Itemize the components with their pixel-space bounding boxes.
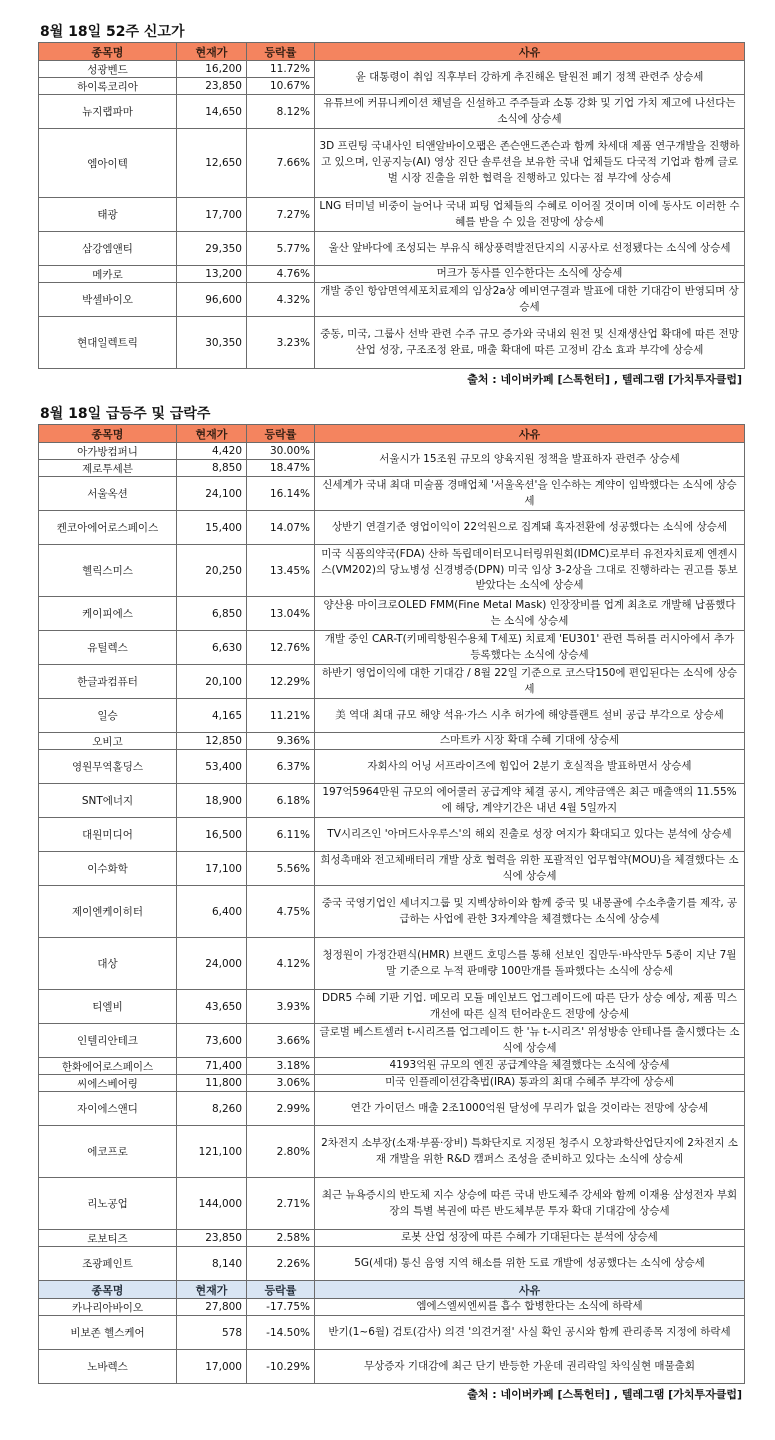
- current-price: 15,400: [177, 511, 247, 545]
- table-row: [39, 443, 745, 460]
- current-price: 4,165: [177, 699, 247, 733]
- current-price: 27,800: [177, 1299, 247, 1316]
- current-price: 6,850: [177, 597, 247, 631]
- current-price: 144,000: [177, 1178, 247, 1230]
- current-price: 20,100: [177, 665, 247, 699]
- reason-text: 197억5964만원 규모의 에어쿨러 공급계약 체결 공시, 계약금액은 최근 매출액의 11.55%에 해당, 계약기간은 내년 4월 5일까지: [315, 784, 745, 818]
- table-row: [39, 317, 745, 369]
- current-price: 23,850: [177, 78, 247, 95]
- current-price: 20,250: [177, 545, 247, 597]
- change-rate: 4.75%: [247, 886, 315, 938]
- stock-name: 케이피에스: [39, 597, 177, 631]
- reason-text: 상반기 연결기준 영업이익이 22억원으로 집계돼 흑자전환에 성공했다는 소식에 상승세: [315, 511, 745, 545]
- table-row: [39, 750, 745, 784]
- change-rate: -14.50%: [247, 1316, 315, 1350]
- current-price: 18,900: [177, 784, 247, 818]
- table-row: [39, 1075, 745, 1092]
- section-52week-high: [38, 22, 744, 391]
- header-reason: 사유: [315, 425, 745, 443]
- stock-name: 엠아이텍: [39, 129, 177, 198]
- change-rate: 6.37%: [247, 750, 315, 784]
- reason-text: LNG 터미널 비중이 늘어나 국내 피팅 업체들의 수혜로 이어질 것이며 이에 동사도 이러한 수혜를 받을 수 있을 전망에 상승세: [315, 198, 745, 232]
- change-rate: 12.76%: [247, 631, 315, 665]
- current-price: 14,650: [177, 95, 247, 129]
- current-price: 12,850: [177, 733, 247, 750]
- stock-name: 메카로: [39, 266, 177, 283]
- table-header-row-down: [39, 1281, 745, 1299]
- current-price: 4,420: [177, 443, 247, 460]
- table-row: [39, 1024, 745, 1058]
- change-rate: 18.47%: [247, 460, 315, 477]
- stock-name: 인텔리안테크: [39, 1024, 177, 1058]
- reason-text: 미국 식품의약국(FDA) 산하 독립데이터모니터링위원회(IDMC)로부터 유전자치료제 엔젠시스(VM202)의 당뇨병성 신경병증(DPN) 미국 임상 3-2상을 그대로 진행하라는 권고를 통보받았다는 소식에 상승세: [315, 545, 745, 597]
- change-rate: 3.06%: [247, 1075, 315, 1092]
- section-surge-plunge: [38, 404, 744, 1406]
- stock-name: 현대일렉트릭: [39, 317, 177, 369]
- current-price: 6,400: [177, 886, 247, 938]
- table-row: [39, 1350, 745, 1384]
- change-rate: 3.23%: [247, 317, 315, 369]
- current-price: 11,800: [177, 1075, 247, 1092]
- stock-name: 일승: [39, 699, 177, 733]
- current-price: 73,600: [177, 1024, 247, 1058]
- surge-table: [38, 424, 745, 1384]
- stock-name: 조광페인트: [39, 1247, 177, 1281]
- change-rate: 11.72%: [247, 61, 315, 78]
- table-row: [39, 511, 745, 545]
- current-price: 8,850: [177, 460, 247, 477]
- table-row: [39, 1126, 745, 1178]
- stock-name: 삼강엠앤티: [39, 232, 177, 266]
- stock-name: 서울옥션: [39, 477, 177, 511]
- table-row: [39, 990, 745, 1024]
- stock-name: 오비고: [39, 733, 177, 750]
- change-rate: 4.76%: [247, 266, 315, 283]
- current-price: 17,000: [177, 1350, 247, 1384]
- header-name: 종목명: [39, 425, 177, 443]
- table-row: [39, 1178, 745, 1230]
- table-row: [39, 1247, 745, 1281]
- reason-text: 무상증자 기대감에 최근 단기 반등한 가운데 권리락일 차익실현 매물출회: [315, 1350, 745, 1384]
- change-rate: 13.04%: [247, 597, 315, 631]
- reason-text: TV시리즈인 '아머드사우루스'의 해외 진출로 성장 여지가 확대되고 있다는 분석에 상승세: [315, 818, 745, 852]
- change-rate: 2.99%: [247, 1092, 315, 1126]
- stock-name: 하이록코리아: [39, 78, 177, 95]
- stock-name: 비보존 헬스케어: [39, 1316, 177, 1350]
- stock-name: 에코프로: [39, 1126, 177, 1178]
- stock-name: 한글과컴퓨터: [39, 665, 177, 699]
- table-row: [39, 129, 745, 198]
- stock-name: 대상: [39, 938, 177, 990]
- current-price: 30,350: [177, 317, 247, 369]
- change-rate: 12.29%: [247, 665, 315, 699]
- table-row: [39, 1058, 745, 1075]
- stock-name: 박셀바이오: [39, 283, 177, 317]
- change-rate: 3.18%: [247, 1058, 315, 1075]
- stock-name: 씨에스베어링: [39, 1075, 177, 1092]
- reason-text: 글로벌 베스트셀러 t-시리즈를 업그레이드 한 '뉴 t-시리즈' 위성방송 안테나를 출시했다는 소식에 상승세: [315, 1024, 745, 1058]
- change-rate: -10.29%: [247, 1350, 315, 1384]
- change-rate: 16.14%: [247, 477, 315, 511]
- table-row: [39, 631, 745, 665]
- header-name: 종목명: [39, 43, 177, 61]
- reason-text: 서울시가 15조원 규모의 양육지원 정책을 발표하자 관련주 상승세: [315, 443, 745, 477]
- reason-text: 개발 중인 CAR-T(키메릭항원수용체 T세포) 치료제 'EU301' 관련 특허를 러시아에서 추가 등록했다는 소식에 상승세: [315, 631, 745, 665]
- stock-name: 제로투세븐: [39, 460, 177, 477]
- change-rate: 5.56%: [247, 852, 315, 886]
- reason-text: 2차전지 소부장(소재·부품·장비) 특화단지로 지정된 청주시 오창과학산업단지에 2차전지 소재 개발을 위한 R&D 캠퍼스 조성을 준비하고 있다는 소식에 상승세: [315, 1126, 745, 1178]
- reason-text: 자회사의 어닝 서프라이즈에 힘입어 2분기 호실적을 발표하면서 상승세: [315, 750, 745, 784]
- table-row: [39, 1230, 745, 1247]
- table-row: [39, 665, 745, 699]
- table-row: [39, 886, 745, 938]
- change-rate: 6.11%: [247, 818, 315, 852]
- stock-name: 노바렉스: [39, 1350, 177, 1384]
- header-reason: 사유: [315, 1281, 745, 1299]
- current-price: 17,100: [177, 852, 247, 886]
- header-change: 등락률: [247, 425, 315, 443]
- table-row: [39, 61, 745, 78]
- reason-text: 반기(1~6월) 검토(감사) 의견 '의견거절' 사실 확인 공시와 함께 관리종목 지정에 하락세: [315, 1316, 745, 1350]
- reason-text: 5G(세대) 통신 음영 지역 해소를 위한 도료 개발에 성공했다는 소식에 상승세: [315, 1247, 745, 1281]
- table-row: [39, 545, 745, 597]
- table-row: [39, 784, 745, 818]
- current-price: 71,400: [177, 1058, 247, 1075]
- change-rate: -17.75%: [247, 1299, 315, 1316]
- stock-name: 뉴지랩파마: [39, 95, 177, 129]
- stock-name: 아가방컴퍼니: [39, 443, 177, 460]
- current-price: 6,630: [177, 631, 247, 665]
- section-title: 8월 18일 52주 신고가: [40, 24, 185, 40]
- source-note: 출처 : 네이버카페 [스톡헌터] , 텔레그램 [가치투자클럽]: [467, 1388, 742, 1401]
- reason-text: 美 역대 최대 규모 해양 석유·가스 시추 허가에 해양플랜트 설비 공급 부각으로 상승세: [315, 699, 745, 733]
- current-price: 121,100: [177, 1126, 247, 1178]
- table-row: [39, 852, 745, 886]
- table-row: [39, 266, 745, 283]
- reason-text: 연간 가이던스 매출 2조1000억원 달성에 무리가 없을 것이라는 전망에 상승세: [315, 1092, 745, 1126]
- reason-text: 3D 프린팅 국내사인 티앤알바이오팹은 존슨앤드존슨과 함께 차세대 제품 연구개발을 진행하고 있으며, 인공지능(AI) 영상 진단 솔루션을 보유한 국내 업체들도 다국적 기업과 함께 글로벌 시장 진출을 위한 협력을 진행하고 있다는 점 부각에 상승세: [315, 129, 745, 198]
- table-row: [39, 597, 745, 631]
- stock-name: 자이에스앤디: [39, 1092, 177, 1126]
- reason-text: 양산용 마이크로OLED FMM(Fine Metal Mask) 인장장비를 업계 최초로 개발해 납품했다는 소식에 상승세: [315, 597, 745, 631]
- change-rate: 7.66%: [247, 129, 315, 198]
- reason-text: 개발 중인 항암면역세포치료제의 임상2a상 예비연구결과 발표에 대한 기대감이 반영되며 상승세: [315, 283, 745, 317]
- stock-name: 한화에어로스페이스: [39, 1058, 177, 1075]
- reason-text: 4193억원 규모의 엔진 공급계약을 체결했다는 소식에 상승세: [315, 1058, 745, 1075]
- reason-text: 중동, 미국, 그룹사 선박 관련 수주 규모 증가와 국내외 원전 및 신재생산업 확대에 따른 전망산업 성장, 구조조정 완료, 매출 확대에 따른 고정비 감소 효과 부각에 상승세: [315, 317, 745, 369]
- reason-text: 희성촉매와 전고체배터리 개발 상호 협력을 위한 포괄적인 업무협약(MOU)을 체결했다는 소식에 상승세: [315, 852, 745, 886]
- stock-name: 태광: [39, 198, 177, 232]
- reason-text: 머크가 동사를 인수한다는 소식에 상승세: [315, 266, 745, 283]
- reason-text: 중국 국영기업인 세너지그룹 및 지벡상하이와 함께 중국 및 내몽골에 수소추출기를 제작, 공급하는 사업에 관한 3자계약을 체결했다는 소식에 상승세: [315, 886, 745, 938]
- current-price: 8,140: [177, 1247, 247, 1281]
- change-rate: 6.18%: [247, 784, 315, 818]
- reason-text: 유튜브에 커뮤니케이션 채널을 신설하고 주주들과 소통 강화 및 기업 가치 제고에 나선다는 소식에 상승세: [315, 95, 745, 129]
- header-change: 등락률: [247, 1281, 315, 1299]
- current-price: 53,400: [177, 750, 247, 784]
- stock-name: 유틸렉스: [39, 631, 177, 665]
- reason-text: 윤 대통령이 취임 직후부터 강하게 추진해온 탈원전 폐기 정책 관련주 상승세: [315, 61, 745, 95]
- change-rate: 2.71%: [247, 1178, 315, 1230]
- current-price: 96,600: [177, 283, 247, 317]
- table-row: [39, 1299, 745, 1316]
- current-price: 13,200: [177, 266, 247, 283]
- current-price: 24,000: [177, 938, 247, 990]
- table-row: [39, 477, 745, 511]
- table-row: [39, 733, 745, 750]
- change-rate: 8.12%: [247, 95, 315, 129]
- table-row: [39, 699, 745, 733]
- stock-name: 영원무역홀딩스: [39, 750, 177, 784]
- current-price: 24,100: [177, 477, 247, 511]
- reason-text: 스마트카 시장 확대 수혜 기대에 상승세: [315, 733, 745, 750]
- change-rate: 4.12%: [247, 938, 315, 990]
- current-price: 16,500: [177, 818, 247, 852]
- reason-text: 엠에스엘씨엔씨를 흡수 합병한다는 소식에 하락세: [315, 1299, 745, 1316]
- change-rate: 7.27%: [247, 198, 315, 232]
- reason-text: 로봇 산업 성장에 따른 수혜가 기대된다는 분석에 상승세: [315, 1230, 745, 1247]
- change-rate: 9.36%: [247, 733, 315, 750]
- table-row: [39, 818, 745, 852]
- change-rate: 10.67%: [247, 78, 315, 95]
- current-price: 578: [177, 1316, 247, 1350]
- change-rate: 2.80%: [247, 1126, 315, 1178]
- table-header-row: [39, 425, 745, 443]
- reason-text: 미국 인플레이션감축법(IRA) 통과의 최대 수혜주 부각에 상승세: [315, 1075, 745, 1092]
- stock-name: 티엘비: [39, 990, 177, 1024]
- stock-name: 카나리아바이오: [39, 1299, 177, 1316]
- table-row: [39, 938, 745, 990]
- header-price: 현재가: [177, 43, 247, 61]
- header-change: 등락률: [247, 43, 315, 61]
- change-rate: 4.32%: [247, 283, 315, 317]
- table-row: [39, 198, 745, 232]
- reason-text: 하반기 영업이익에 대한 기대감 / 8월 22일 기준으로 코스닥150에 편입된다는 소식에 상승세: [315, 665, 745, 699]
- current-price: 12,650: [177, 129, 247, 198]
- reason-text: 신세계가 국내 최대 미술품 경매업체 '서울옥션'을 인수하는 계약이 임박했다는 소식에 상승세: [315, 477, 745, 511]
- section-title: 8월 18일 급등주 및 급락주: [40, 406, 211, 422]
- stock-name: 켄코아에어로스페이스: [39, 511, 177, 545]
- stock-name: 리노공업: [39, 1178, 177, 1230]
- source-note: 출처 : 네이버카페 [스톡헌터] , 텔레그램 [가치투자클럽]: [467, 373, 742, 386]
- change-rate: 13.45%: [247, 545, 315, 597]
- high-table: [38, 42, 745, 369]
- header-reason: 사유: [315, 43, 745, 61]
- reason-text: 청정원이 가정간편식(HMR) 브랜드 호밍스를 통해 선보인 집만두·바삭만두 5종이 지난 7월 말 기준으로 누적 판매량 100만개를 돌파했다는 소식에 상승세: [315, 938, 745, 990]
- table-row: [39, 232, 745, 266]
- change-rate: 11.21%: [247, 699, 315, 733]
- current-price: 8,260: [177, 1092, 247, 1126]
- change-rate: 30.00%: [247, 443, 315, 460]
- reason-text: DDR5 수혜 기판 기업. 메모리 모듈 메인보드 업그레이드에 따른 단가 상승 예상, 제품 믹스 개선에 따른 실적 턴어라운드 전망에 상승세: [315, 990, 745, 1024]
- change-rate: 5.77%: [247, 232, 315, 266]
- change-rate: 2.58%: [247, 1230, 315, 1247]
- stock-name: 제이엔케이히터: [39, 886, 177, 938]
- table-row: [39, 95, 745, 129]
- current-price: 43,650: [177, 990, 247, 1024]
- table-row: [39, 1316, 745, 1350]
- stock-name: SNT에너지: [39, 784, 177, 818]
- change-rate: 14.07%: [247, 511, 315, 545]
- header-price: 현재가: [177, 425, 247, 443]
- stock-name: 성광벤드: [39, 61, 177, 78]
- stock-name: 헬릭스미스: [39, 545, 177, 597]
- change-rate: 3.66%: [247, 1024, 315, 1058]
- current-price: 16,200: [177, 61, 247, 78]
- current-price: 17,700: [177, 198, 247, 232]
- current-price: 23,850: [177, 1230, 247, 1247]
- reason-text: 울산 앞바다에 조성되는 부유식 해상풍력발전단지의 시공사로 선정됐다는 소식에 상승세: [315, 232, 745, 266]
- stock-name: 로보티즈: [39, 1230, 177, 1247]
- table-row: [39, 283, 745, 317]
- change-rate: 3.93%: [247, 990, 315, 1024]
- reason-text: 최근 뉴욕증시의 반도체 지수 상승에 따른 국내 반도체주 강세와 함께 이재용 삼성전자 부회장의 특별 복권에 따른 반도체부문 투자 확대 기대감에 상승세: [315, 1178, 745, 1230]
- header-name: 종목명: [39, 1281, 177, 1299]
- stock-name: 이수화학: [39, 852, 177, 886]
- stock-name: 대원미디어: [39, 818, 177, 852]
- change-rate: 2.26%: [247, 1247, 315, 1281]
- current-price: 29,350: [177, 232, 247, 266]
- table-header-row: [39, 43, 745, 61]
- header-price: 현재가: [177, 1281, 247, 1299]
- table-row: [39, 1092, 745, 1126]
